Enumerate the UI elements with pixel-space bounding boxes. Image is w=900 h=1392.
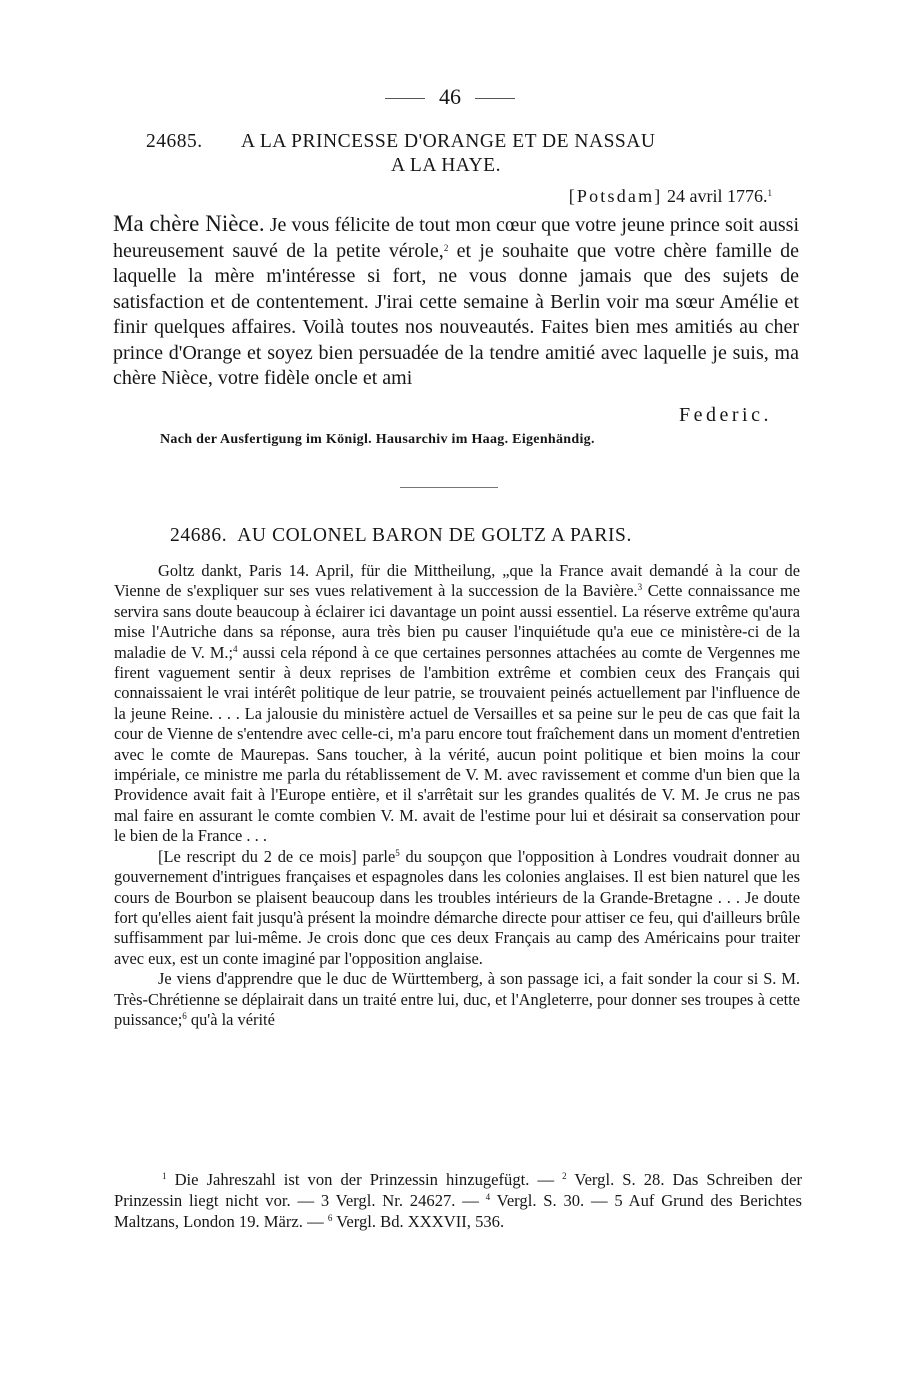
footnote-block <box>114 1169 802 1232</box>
letter-heading <box>170 525 632 547</box>
footnote-ref: 1 <box>767 188 772 198</box>
footnote-text: Die Jahreszahl ist von der Prinzessin hinzugefügt. — <box>174 1170 555 1189</box>
letter-body <box>114 561 800 1030</box>
page-number-dash-right <box>475 98 515 99</box>
footnote-text: Auf Grund des Berichtes Maltzans, London 19. März. — <box>114 1191 802 1231</box>
archive-source-note: Nach der Ausfertigung im Königl. Hausarchiv im Haag. Eigenhändig. <box>160 432 595 447</box>
paragraph-text: du soupçon que l'opposition à Londres voudrait donner au gouvernement d'intrigues françaises et espagnoles dans les colonies anglaises. Il est bien naturel que les cours de Bourbon se plaisent beaucoup dans les troubles intérieurs de la Grande-Bretagne . . . Je doute fort qu'elles aient fait jusqu'à présent la moindre démarche directe pour attiser ce feu, qui d'ailleurs brûle suffisamment par lui-même. Je crois donc que ces deux Français au camp des Américains pour traiter avec eux, est un conte imaginé par l'opposition anglaise. <box>114 846 800 968</box>
page-number <box>0 84 900 110</box>
letter-text: Je vous félicite de tout mon cœur que votre jeune prince soit aussi heureusement sauvé de la petite vérole, <box>113 214 799 262</box>
footnote-ref: 4 <box>233 643 238 654</box>
footnote-ref: 2 <box>443 242 449 253</box>
paragraph-text: Goltz dankt, Paris 14. April, für die Mittheilung, „que la France avait demandé à la cour de Vienne de s'expliquer sur ses vues relativement à la succession de la Bavière. <box>114 561 800 601</box>
paragraph <box>114 969 800 1030</box>
paragraph <box>114 561 800 847</box>
paragraph <box>114 847 800 969</box>
paragraph-text: Je viens d'apprendre que le duc de Württemberg, à son passage ici, a fait sonder la cour si S. M. Très-Chrétienne se déplairait dans un traité entre lui, duc, et l'Angleterre, pour donner ses troupes à cette puissance; <box>114 969 800 1029</box>
paragraph-text: [Le rescript du 2 de ce mois] parle <box>158 846 396 866</box>
letter-text: et je souhaite que votre chère famille de laquelle la mère m'intéresse si fort, ne vous donne jamais que des sujets de satisfaction et de contentement. J'irai cette semaine à Berlin voir ma sœur Amélie et finir quelques affaires. Voilà toutes nos nouveautés. Faites bien mes amitiés au cher prince d'Orange et soyez bien persuadée de la tendre amitié avec laquelle je suis, ma chère Nièce, votre fidèle oncle et ami <box>113 239 800 389</box>
paragraph-text: qu'à la vérité <box>190 1009 275 1029</box>
section-divider <box>400 487 498 488</box>
footnotes <box>114 1169 802 1232</box>
footnote-number: 3 <box>320 1191 330 1210</box>
letter-title-line1: A LA PRINCESSE D'ORANGE ET DE NASSAU <box>241 131 656 152</box>
footnote-number: 6 <box>327 1213 333 1223</box>
salutation: Ma chère Nièce. <box>113 211 265 236</box>
dateline <box>569 186 772 207</box>
letter-body <box>113 211 799 392</box>
letter-title: AU COLONEL BARON DE GOLTZ A PARIS. <box>237 525 632 546</box>
page-number-text: 46 <box>439 84 461 109</box>
footnote-ref: 3 <box>637 582 643 593</box>
paragraph-text: Cette connaissance me servira sans doute beaucoup à éclairer ici davantage un point aussi essentiel. La réserve extrême qu'aura mise l'Autriche dans sa réponse, aura très bien pu causer l'inquiétude qu'a eue ce ministère-ci de la maladie de V. M.; <box>114 581 800 662</box>
dateline-place: [Potsdam] <box>568 186 663 206</box>
footnote-ref: 6 <box>182 1010 187 1021</box>
footnote-ref: 5 <box>395 847 400 858</box>
letter-title-line2: A LA HAYE. <box>391 155 501 176</box>
dateline-date: 24 avril 1776. <box>667 186 768 206</box>
footnote-text: Vergl. S. 30. — <box>496 1191 608 1210</box>
footnote-number: 2 <box>562 1171 567 1181</box>
footnote-number: 4 <box>485 1192 491 1202</box>
footnote-text: Vergl. S. 28. Das Schreiben der Prinzessin liegt nicht vor. — <box>114 1170 803 1210</box>
letter-heading <box>146 130 786 178</box>
page-number-dash-left <box>385 98 425 99</box>
letter-number: 24685. <box>146 131 203 152</box>
footnote-text: Vergl. Nr. 24627. — <box>335 1191 479 1210</box>
signature: Federic. <box>679 404 772 426</box>
footnote-number: 1 <box>162 1171 167 1181</box>
letter-number: 24686. <box>170 525 228 546</box>
footnote-number: 5 <box>614 1191 623 1210</box>
paragraph-text: aussi cela répond à ce que certaines personnes attachées au comte de Vergennes me firent vaguement sentir à deux reprises de l'ambition extrême et combien ceux des Français qui connaissaient le vrai intérêt politique de leur patrie, se trouvaient peinés actuellement par l'influence de la jeune Reine. . . . La jalousie du ministère actuel de Versailles et sa peine sur le peu de cas que fait la cour de Vienne de s'entendre avec celle-ci, m'a paru encore tout fraîchement dans un moment d'entretien avec le comte de Maurepas. Sans toucher, à la vérité, aucun point politique et bien moins la cour impériale, ce ministre me parla du rétablissement de V. M. avec ravissement et comme d'un bien que la Providence avait fait à l'Europe entière, et il s'arrêtait sur les grandes qualités de V. M. Je crus ne pas mal faire en assurant le comte combien V. M. avait de l'estime pour lui et désirait sa conservation pour le bien de la France . . . <box>114 642 800 846</box>
footnote-text: Vergl. Bd. XXXVII, 536. <box>336 1212 505 1231</box>
